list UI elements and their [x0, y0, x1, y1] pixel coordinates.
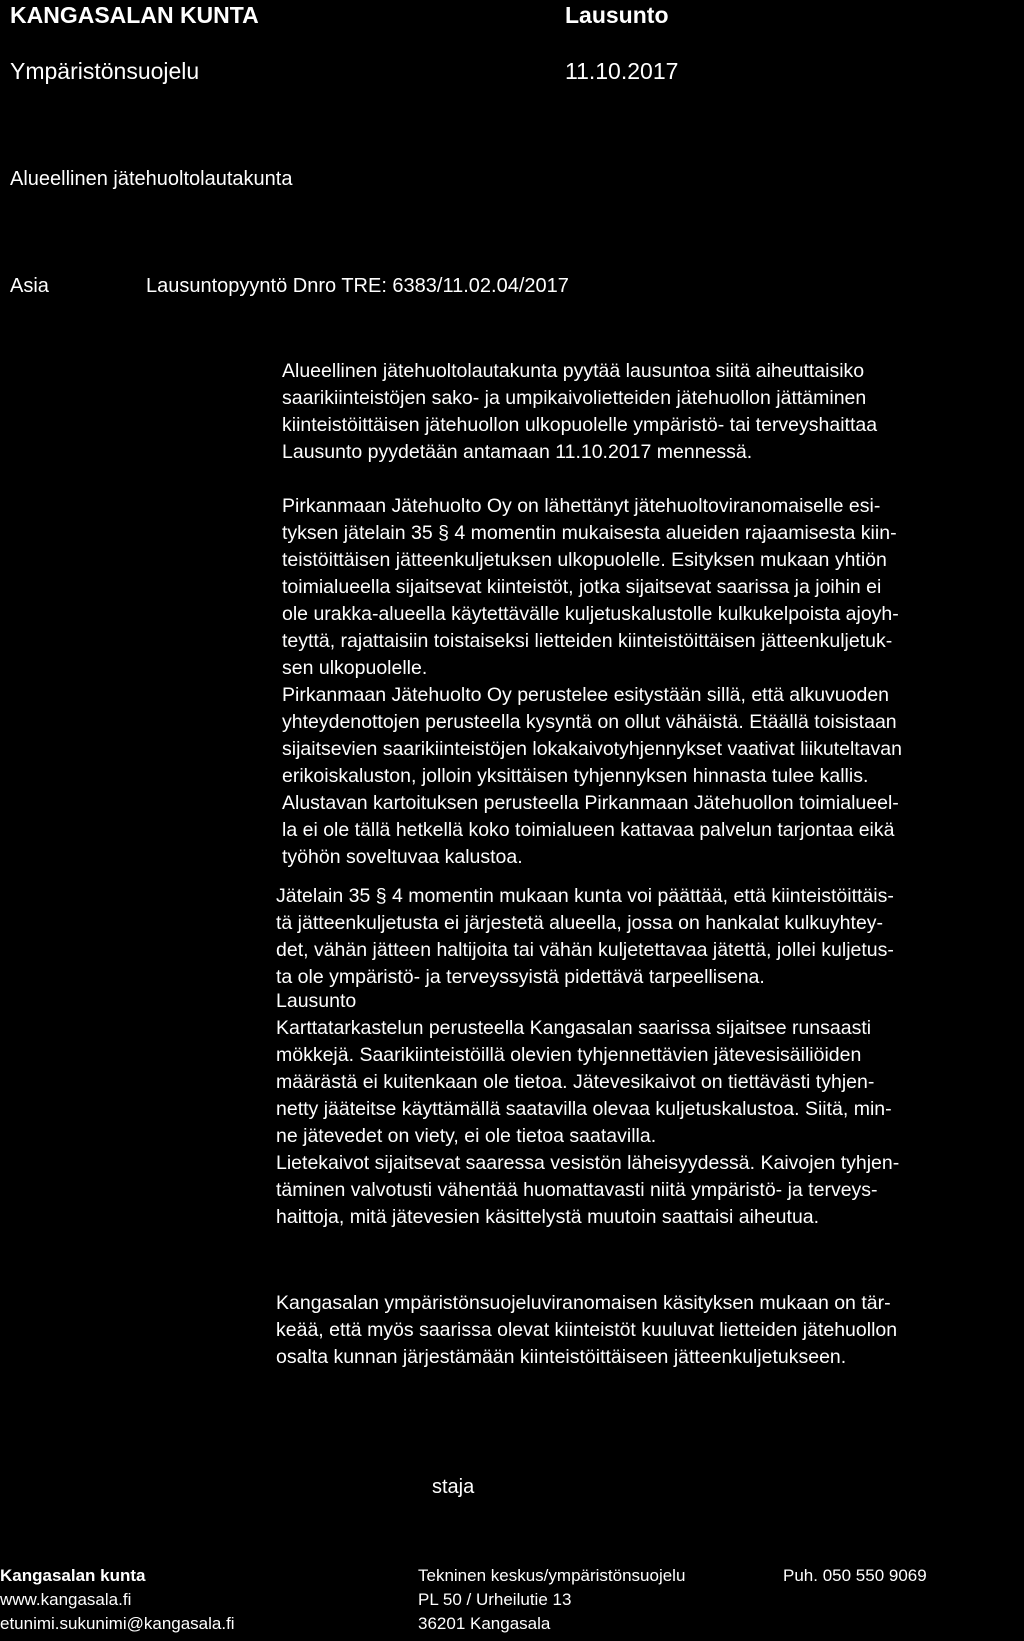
footer-phone: Puh. 050 550 9069 — [783, 1566, 927, 1585]
proposal-line: Pirkanmaan Jätehuolto Oy perustelee esitystään sillä, että alkuvuoden — [282, 684, 890, 706]
statement-line: täminen valvotusti vähentää huomattavasti niitä ympäristö- ja terveys- — [276, 1179, 878, 1201]
statement-line: mökkejä. Saarikiinteistöillä olevien tyhjennettävien jätevesisäiliöiden — [276, 1044, 862, 1066]
proposal-line: toimialueella sijaitsevat kiinteistöt, jotka sijaitsevat saarissa ja joihin ei — [282, 576, 882, 598]
law-line: tä jätteenkuljetusta ei järjestetä alueella, jossa on hankalat kulkuyhtey- — [276, 912, 884, 934]
footer-website: www.kangasala.fi — [0, 1590, 132, 1609]
law-paragraph — [276, 883, 1016, 991]
footer-postal: 36201 Kangasala — [418, 1614, 551, 1633]
footer-address — [418, 1564, 685, 1636]
law-line: Jätelain 35 § 4 momentin mukaan kunta voi päättää, että kiinteistöittäis- — [276, 885, 894, 907]
intro-line: Alueellinen jätehuoltolautakunta pyytää lausuntoa siitä aiheuttaisiko — [282, 360, 865, 382]
footer-unit: Tekninen keskus/ympäristönsuojelu — [418, 1566, 686, 1585]
footer-po-box: PL 50 / Urheilutie 13 — [418, 1590, 572, 1609]
proposal-line: ole urakka-alueella käytettävälle kuljetuskalustolle kulkukelpoista ajoyh- — [282, 603, 899, 625]
intro-line: saarikiinteistöjen sako- ja umpikaivolietteiden jätehuollon jättäminen — [282, 387, 867, 409]
proposal-line: teistöittäisen jätteenkuljetuksen ulkopuolelle. Esityksen mukaan yhtiön — [282, 549, 887, 571]
department-name: Ympäristönsuojelu — [10, 58, 200, 84]
conclusion-line: osalta kunnan järjestämään kiinteistöittäiseen jätteenkuljetukseen. — [276, 1346, 847, 1368]
footer-contact — [0, 1564, 235, 1636]
conclusion-paragraph — [276, 1290, 1016, 1371]
proposal-line: erikoiskaluston, jolloin yksittäisen tyhjennyksen hinnasta tulee kallis. — [282, 765, 869, 787]
organization-name: KANGASALAN KUNTA — [10, 2, 259, 28]
subject-text: Lausuntopyyntö Dnro TRE: 6383/11.02.04/2017 — [146, 275, 569, 297]
law-line: det, vähän jätteen haltijoita tai vähän kuljetettavaa jätettä, jollei kuljetus- — [276, 939, 894, 961]
document-type: Lausunto — [565, 2, 669, 28]
signature-fragment: staja — [432, 1476, 475, 1498]
statement-heading: Lausunto — [276, 990, 357, 1012]
conclusion-line: Kangasalan ympäristönsuojeluviranomaisen käsityksen mukaan on tär- — [276, 1292, 891, 1314]
proposal-line: sen ulkopuolelle. — [282, 657, 428, 679]
statement-line: Karttatarkastelun perusteella Kangasalan saarissa sijaitsee runsaasti — [276, 1017, 872, 1039]
statement-line: netty jääteitse käyttämällä saatavilla olevaa kuljetuskalustoa. Siitä, min- — [276, 1098, 892, 1120]
proposal-line: Alustavan kartoituksen perusteella Pirkanmaan Jätehuollon toimialueel- — [282, 792, 899, 814]
statement-section — [276, 988, 1016, 1231]
proposal-line: la ei ole tällä hetkellä koko toimialueen kattavaa palvelun tarjontaa eikä — [282, 819, 895, 841]
law-line: ta ole ympäristö- ja terveyssyistä pidettävä tarpeellisena. — [276, 966, 765, 988]
proposal-line: työhön soveltuvaa kalustoa. — [282, 846, 523, 868]
footer-email: etunimi.sukunimi@kangasala.fi — [0, 1614, 235, 1633]
intro-paragraph — [282, 358, 1022, 466]
recipient: Alueellinen jätehuoltolautakunta — [10, 168, 293, 190]
statement-line: ne jätevedet on viety, ei ole tietoa saatavilla. — [276, 1125, 657, 1147]
proposal-line: yhteydenottojen perusteella kysyntä on ollut vähäistä. Etäällä toisistaan — [282, 711, 897, 733]
document-date: 11.10.2017 — [565, 58, 679, 84]
proposal-line: sijaitsevien saarikiinteistöjen lokakaivotyhjennykset vaativat liikuteltavan — [282, 738, 902, 760]
footer-org-name: Kangasalan kunta — [0, 1566, 146, 1585]
statement-line: Lietekaivot sijaitsevat saaressa vesistön läheisyydessä. Kaivojen tyhjen- — [276, 1152, 900, 1174]
intro-line: Lausunto pyydetään antamaan 11.10.2017 mennessä. — [282, 441, 753, 463]
statement-line: haittoja, mitä jätevesien käsittelystä muutoin saattaisi aiheutua. — [276, 1206, 820, 1228]
proposal-paragraph — [282, 493, 1022, 871]
subject-label: Asia — [10, 275, 49, 297]
proposal-line: tyksen jätelain 35 § 4 momentin mukaisesta alueiden rajaamisesta kiin- — [282, 522, 897, 544]
conclusion-line: keää, että myös saarissa olevat kiinteistöt kuuluvat lietteiden jätehuollon — [276, 1319, 898, 1341]
statement-line: määrästä ei kuitenkaan ole tietoa. Jätevesikaivot on tiettävästi tyhjen- — [276, 1071, 875, 1093]
body-section-1 — [282, 358, 1022, 871]
proposal-line: teyttä, rajattaisiin toistaiseksi lietteiden kiinteistöittäisen jätteenkuljetuk- — [282, 630, 893, 652]
intro-line: kiinteistöittäisen jätehuollon ulkopuolelle ympäristö- tai terveyshaittaa — [282, 414, 878, 436]
proposal-line: Pirkanmaan Jätehuolto Oy on lähettänyt jätehuoltoviranomaiselle esi- — [282, 495, 881, 517]
footer-phone-block — [783, 1564, 927, 1588]
